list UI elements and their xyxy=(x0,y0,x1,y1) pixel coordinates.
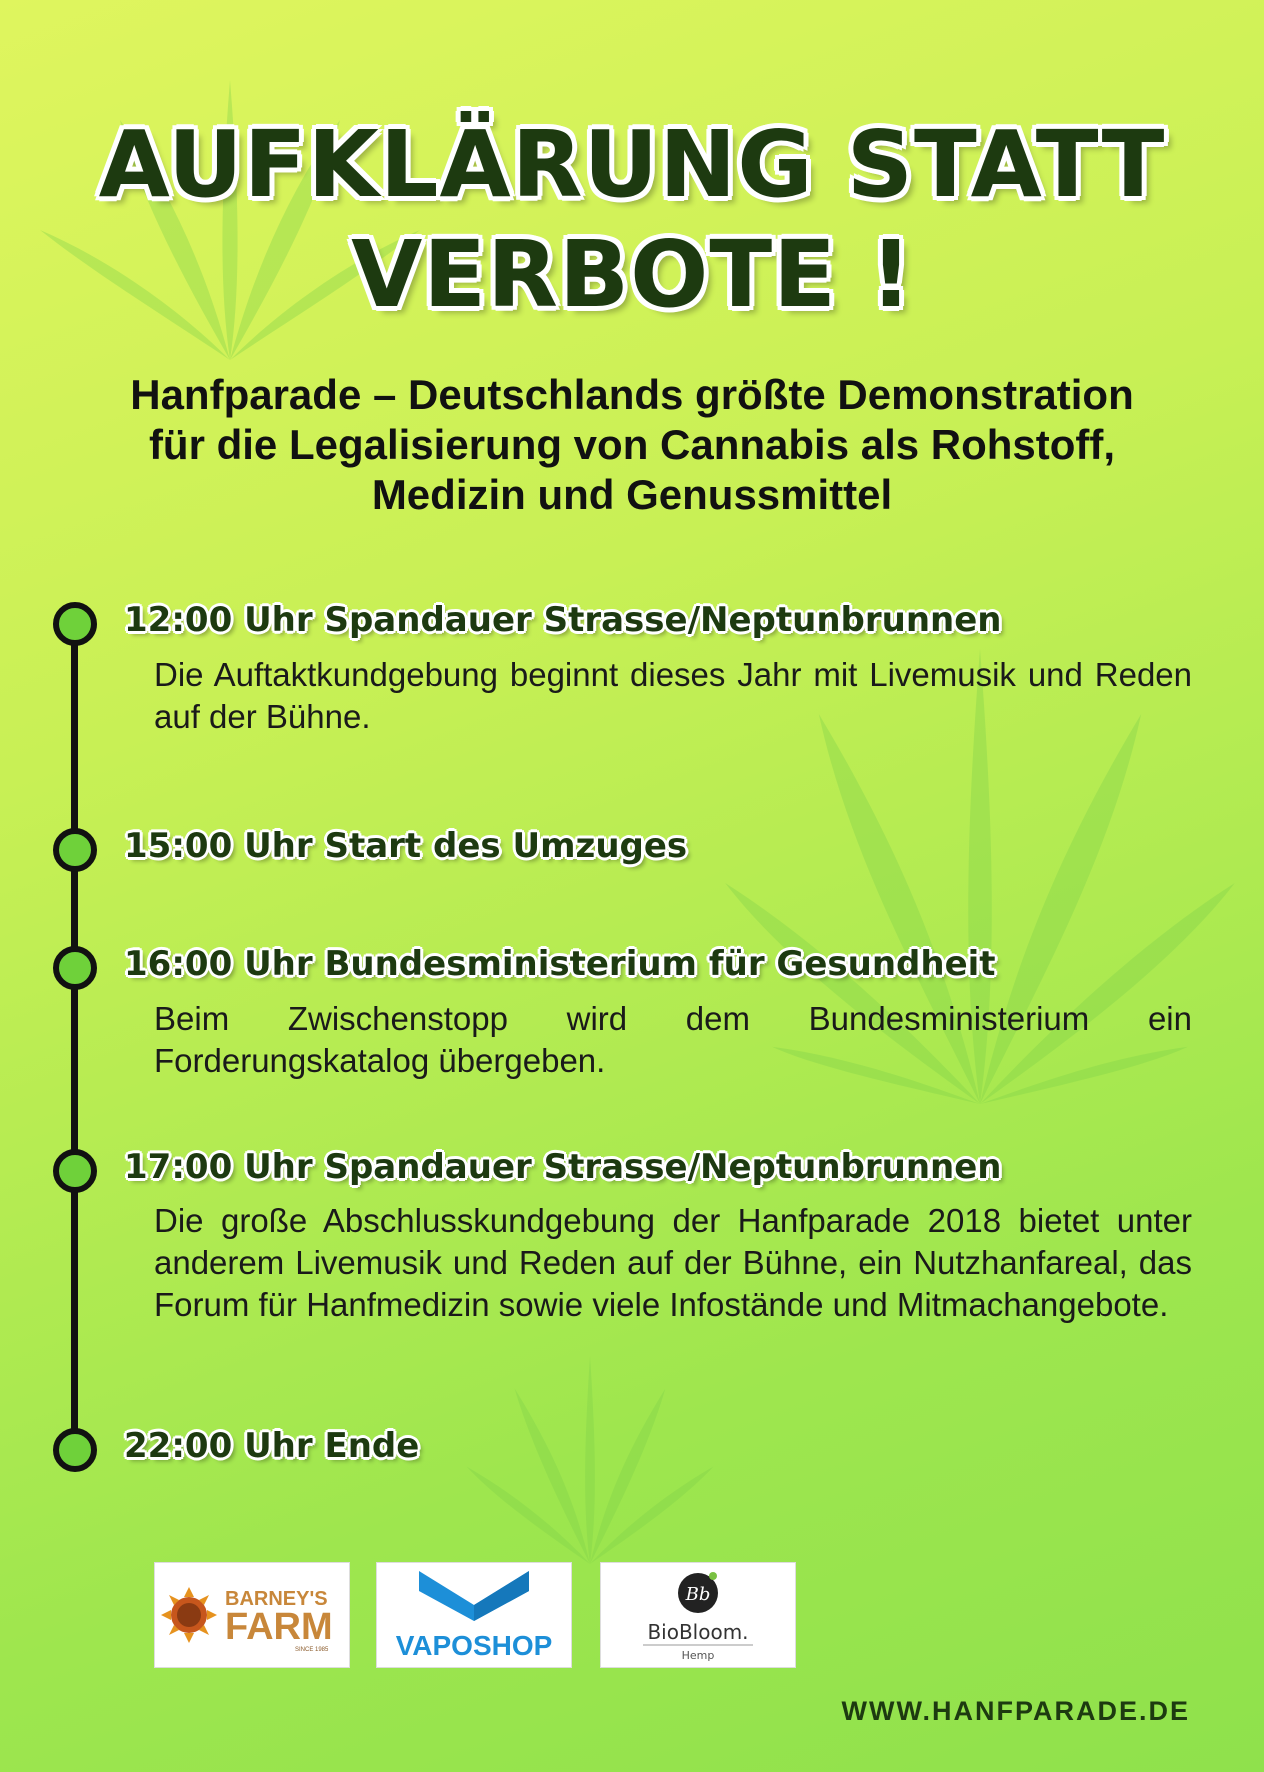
timeline-dot xyxy=(53,828,97,872)
event-heading: 15:00 Uhr Start des Umzuges xyxy=(124,826,688,866)
subtitle-line: Medizin und Genussmittel xyxy=(371,471,893,518)
barneys-line2: FARM xyxy=(225,1606,333,1648)
cannabis-leaf-icon xyxy=(460,1340,720,1580)
barneys-farm-logo xyxy=(154,1562,350,1668)
biobloom-sub: Hemp xyxy=(681,1649,715,1662)
biobloom-monogram: Bb xyxy=(685,1584,711,1605)
barneys-small: SINCE 1985 xyxy=(295,1647,329,1653)
event-description: Die große Abschlusskundgebung der Hanfparade 2018 bietet unter anderem Livemusik und Reden auf der Bühne, ein Nutzhanfareal, das Forum für Hanfmedizin sowie viele Infostände und Mitmachangebote. xyxy=(154,1202,1192,1323)
biobloom-logo xyxy=(600,1562,796,1668)
event-description: Beim Zwischenstopp wird dem Bundesministerium ein Forderungskatalog übergeben. xyxy=(154,1000,1192,1079)
event-heading: 22:00 Uhr Ende xyxy=(124,1426,420,1466)
event-description: Die Auftaktkundgebung beginnt dieses Jahr mit Livemusik und Reden auf der Bühne. xyxy=(154,656,1192,735)
cannabis-leaf-icon xyxy=(20,60,440,380)
timeline-dot xyxy=(53,602,97,646)
timeline-dot xyxy=(53,1149,97,1193)
subtitle xyxy=(40,370,1224,520)
vaposhop-name: VAPOSHOP xyxy=(395,1630,553,1661)
page-title-line2: VERBOTE ! xyxy=(351,221,913,328)
page-title-line1: AUFKLÄRUNG STATT xyxy=(98,111,1166,218)
timeline-line xyxy=(71,620,78,1446)
subtitle-line: für die Legalisierung von Cannabis als Rohstoff, xyxy=(148,421,1116,468)
timeline-dot xyxy=(53,946,97,990)
subtitle-line: Hanfparade – Deutschlands größte Demonstration xyxy=(130,371,1134,418)
timeline-dot xyxy=(53,1428,97,1472)
website-url[interactable]: WWW.HANFPARADE.DE xyxy=(841,1696,1190,1726)
barneys-line1: BARNEY'S xyxy=(225,1588,328,1610)
event-heading: 16:00 Uhr Bundesministerium für Gesundheit xyxy=(124,944,996,984)
event-heading: 17:00 Uhr Spandauer Strasse/Neptunbrunnen xyxy=(124,1147,1002,1187)
biobloom-name: BioBloom. xyxy=(647,1620,749,1644)
event-heading: 12:00 Uhr Spandauer Strasse/Neptunbrunnen xyxy=(124,600,1002,640)
vaposhop-logo xyxy=(376,1562,572,1668)
